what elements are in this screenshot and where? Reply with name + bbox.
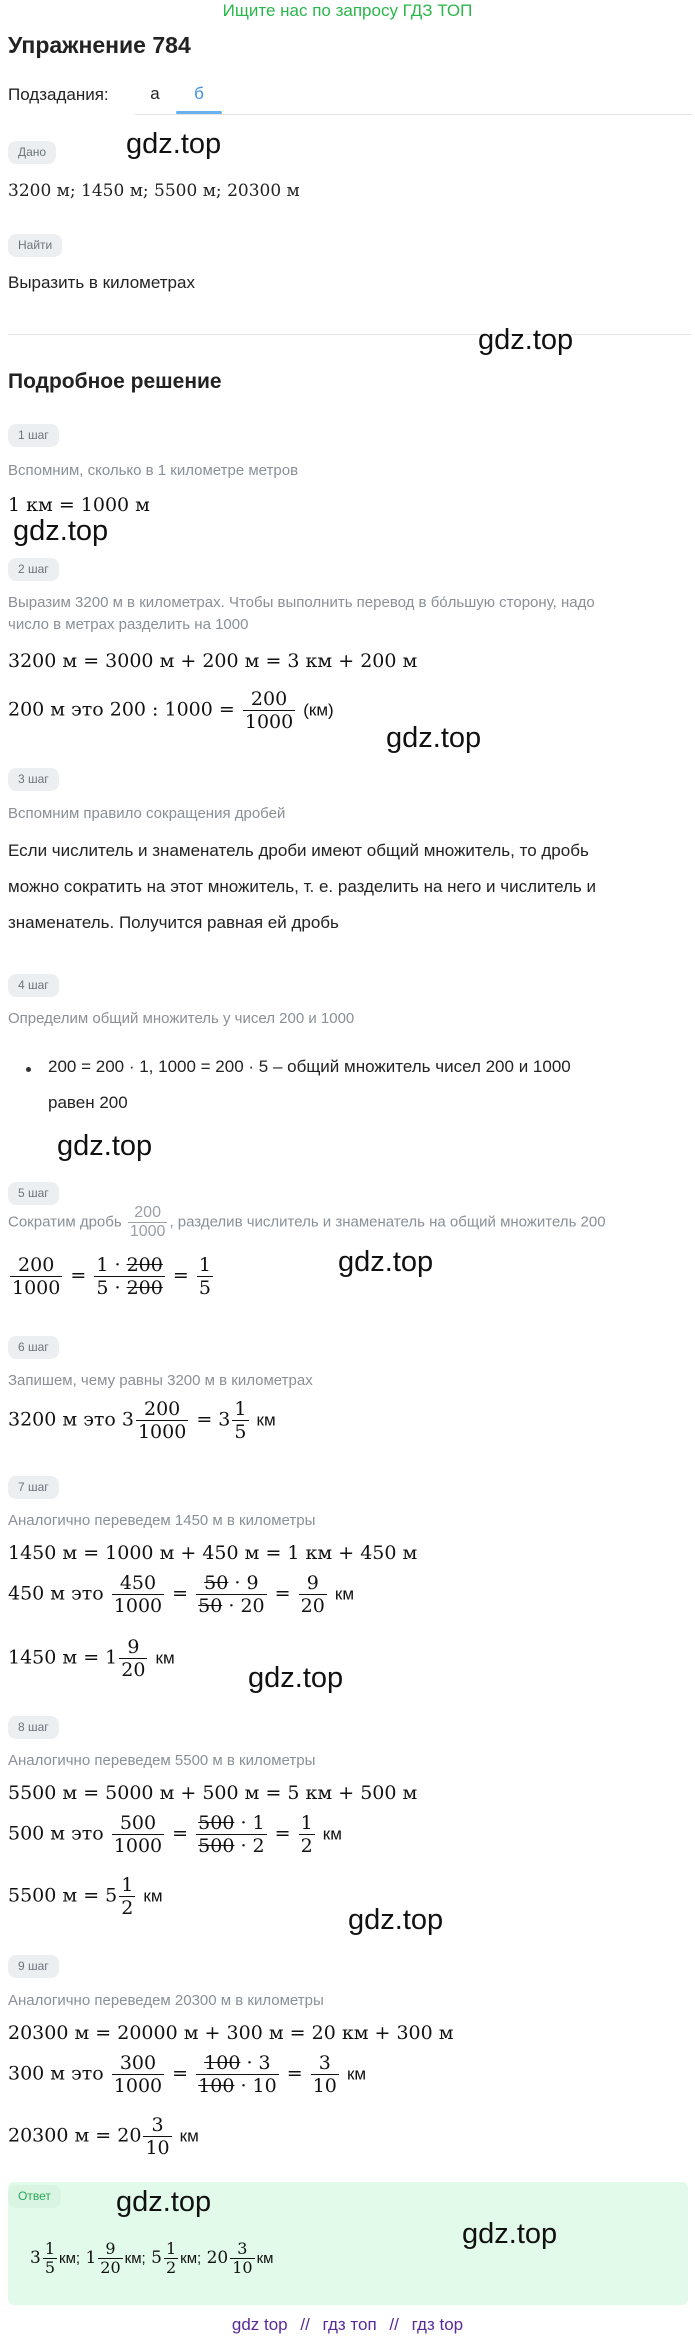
step-3-desc: Вспомним правило сокращения дробей [8,805,286,822]
fraction [196,1812,266,1857]
num-part: · 1 [234,1812,265,1834]
eq-unit: км [322,1824,342,1844]
eq-text: 3200 м это 3 [8,1408,134,1431]
step-1-pill: 1 шаг [8,424,59,447]
step-2-eq2 [8,688,334,733]
fraction-numerator: 500 [112,1812,164,1835]
answer-int: 5 [151,2248,162,2268]
fraction-denominator: 5 [198,1277,211,1299]
fraction [10,1254,62,1299]
eq-text: 1450 м = 1 [8,1646,118,1669]
fraction-denominator [196,1835,266,1857]
answer-int: 3 [30,2248,41,2268]
fraction-numerator: 9 [299,1572,327,1595]
step-8-pill: 8 шаг [8,1716,59,1739]
fraction [232,1398,248,1443]
den-part: · 10 [234,2075,277,2097]
step-7-eq1: 1450 м = 1000 м + 450 м = 1 км + 450 м [8,1542,418,1564]
fraction [43,2240,57,2277]
fraction [94,1254,164,1299]
step-8-desc: Аналогично переведем 5500 м в километры [8,1752,316,1769]
step-7-desc: Аналогично переведем 1450 м в километры [8,1512,316,1529]
den-part: · 20 [222,1595,265,1617]
step-8-result [8,1874,163,1919]
step-5-eq: $\frac{200}{1000}$ = $\frac{1 \cdot 200}{5 \cdot 200}$ = $\frac{1}{5}$ [12,1254,211,1299]
fraction [196,1572,266,1617]
watermark: gdz.top [338,1246,434,1278]
given-pill: Дано [8,141,56,164]
step-3-p1: Если числитель и знаменатель дроби имеют общий множитель, то дробь [8,841,589,860]
step-9-desc: Аналогично переведем 20300 м в километры [8,1992,324,2009]
num-struck: 200 [126,1254,163,1276]
fraction [112,2052,164,2097]
fraction [128,1204,168,1241]
step-3-p3: знаменатель. Получится равная ей дробь [8,913,339,932]
bullet [26,1067,31,1072]
answer-unit: км; [59,2250,81,2267]
watermark: gdz.top [462,2218,558,2250]
fraction-numerator: 1 [165,2239,177,2258]
step-7-eq2: 450 м это $\frac{450}{1000}$ = $\frac{50 \cdot 9}{50 \cdot 20}$ = $\frac{9}{20}$ км [8,1572,354,1617]
fraction [143,2114,171,2159]
watermark: gdz.top [116,2186,212,2218]
fraction-numerator: 3 [230,2240,254,2259]
fraction-denominator: 1000 [244,711,294,733]
fraction-numerator: 200 [243,688,295,711]
step-7-pill: 7 шаг [8,1476,59,1499]
fraction [112,1812,164,1857]
den-struck: 200 [126,1277,163,1299]
fraction-denominator: 5 [234,1421,247,1443]
fraction [164,2240,178,2277]
watermark: gdz.top [348,1904,444,1936]
footer-separator: // [389,2315,399,2334]
fraction-denominator: 10 [145,2137,170,2159]
fraction-numerator [196,2052,279,2075]
footer-link-gdz-top[interactable]: gdz top [231,2315,288,2334]
fraction-numerator [196,1812,266,1835]
fraction-denominator [196,1595,266,1617]
fraction [197,1254,213,1299]
fraction [230,2240,254,2277]
fraction-numerator [94,1254,164,1277]
step-9-pill: 9 шаг [8,1955,59,1978]
eq-unit: (км) [303,700,334,720]
fraction-numerator: 1 [121,1874,134,1896]
eq-unit: км [179,2126,199,2146]
fraction [136,1398,188,1443]
answer-int: 20 [206,2248,229,2268]
fraction [112,1572,164,1617]
fraction-denominator: 20 [100,2258,121,2277]
eq-unit: км [334,1584,354,1604]
fraction-denominator: 1000 [129,1223,166,1240]
fraction-numerator: 9 [98,2240,122,2259]
watermark: gdz.top [13,515,109,547]
fraction [299,1572,327,1617]
fraction-numerator: 1 [234,1398,247,1420]
fraction-denominator: 1000 [137,1421,187,1443]
fraction-denominator: 10 [312,2075,337,2097]
eq-text: 5500 м = 5 [8,1884,118,1907]
watermark: gdz.top [386,722,482,754]
tab-b[interactable]: б [194,84,204,103]
step-5-pill: 5 шаг [8,1182,59,1205]
eq-text: 20300 м = 20 [8,2124,142,2147]
eq-text: 300 м это [8,2062,104,2085]
den-part: · 2 [234,1835,265,1857]
given-text: 3200 м; 1450 м; 5500 м; 20300 м [8,181,300,201]
fraction [98,2240,122,2277]
fraction-denominator: 1000 [113,1595,163,1617]
fraction-numerator: 200 [10,1254,62,1277]
page-title: Упражнение 784 [8,32,191,58]
top-note: Ищите нас по запросу ГДЗ ТОП [222,1,473,20]
step-2-desc-line1: Выразим 3200 м в километрах. Чтобы выполнить перевод в бо́льшую сторону, надо [8,594,595,611]
fraction-denominator: 20 [300,1595,325,1617]
step-3-p2: можно сократить на этот множитель, т. е. разделить на него и числитель и [8,877,596,896]
tab-a[interactable]: а [150,84,160,103]
fraction-numerator: 1 [300,1812,313,1834]
fraction-numerator: 300 [112,2052,164,2075]
answer-unit: км; [180,2250,202,2267]
fraction-denominator: 2 [165,2258,177,2277]
den-struck: 500 [198,1835,235,1857]
step-9-result [8,2114,199,2159]
answer-pill: Ответ [8,2185,61,2208]
watermark: gdz.top [57,1130,153,1162]
fraction-denominator: 1000 [12,1277,61,1299]
watermark: gdz.top [478,324,574,356]
fraction-denominator: 10 [232,2258,253,2277]
step-1-desc: Вспомним, сколько в 1 километре метров [8,462,299,479]
eq-unit: км [256,1410,276,1430]
step-9-eq2: 300 м это $\frac{300}{1000}$ = $\frac{100 \cdot 3}{100 \cdot 10}$ = $\frac{3}{10}$ км [8,2052,367,2097]
fraction-denominator: 2 [300,1835,313,1857]
fraction-numerator: 3 [143,2114,171,2137]
subtasks-label: Подзадания: [8,85,109,104]
step-2-desc-line2: число в метрах разделить на 1000 [8,616,249,633]
fraction-denominator: 20 [121,1659,146,1681]
answer-value [30,2240,273,2277]
fraction-denominator: 5 [44,2258,56,2277]
watermark: gdz.top [248,1662,344,1694]
den-struck: 50 [198,1595,223,1617]
den-struck: 100 [198,2075,235,2097]
num-struck: 50 [204,1572,229,1594]
step-4-pill: 4 шаг [8,974,59,997]
find-pill: Найти [8,234,62,257]
divider [8,334,691,335]
eq-unit: км [143,1886,163,1906]
fraction-denominator [196,2075,279,2097]
step-4-bullet-line1: 200 = 200 · 1, 1000 = 200 · 5 – общий множитель чисел 200 и 1000 [48,1057,571,1076]
step-4-bullet-line2: равен 200 [48,1093,128,1112]
solution-title: Подробное решение [8,370,222,393]
eq-unit: км [346,2064,367,2084]
fraction-denominator [94,1277,164,1299]
step-8-eq2: 500 м это $\frac{500}{1000}$ = $\frac{500 \cdot 1}{500 \cdot 2}$ = $\frac{1}{2}$ км [8,1812,342,1857]
eq-text: 450 м это [8,1582,104,1605]
num-struck: 500 [198,1812,235,1834]
fraction [119,1636,147,1681]
step-5-desc [8,1204,606,1241]
fraction [311,2052,339,2097]
footer-links [0,2315,695,2335]
footer-link-gdz-top-ru[interactable]: гдз топ [322,2315,377,2334]
fraction [196,2052,279,2097]
step-6-desc: Запишем, чему равны 3200 м в километрах [8,1372,313,1389]
num-part: 1 · [96,1254,127,1276]
eq-text: = 3 [196,1408,231,1431]
eq-text: 500 м это [8,1822,104,1845]
fraction-numerator: 200 [136,1398,188,1421]
fraction-denominator: 1000 [113,1835,163,1857]
step-4-desc: Определим общий множитель у чисел 200 и 1000 [8,1010,355,1027]
footer-link-gdz-top-mixed[interactable]: гдз top [411,2315,464,2334]
desc-text: , разделив числитель и знаменатель на общий множитель 200 [169,1213,606,1231]
num-part: · 3 [240,2052,271,2074]
den-part: 5 · [96,1277,127,1299]
watermark: gdz.top [126,128,222,160]
num-struck: 100 [204,2052,241,2074]
find-text: Выразить в километрах [8,273,195,292]
fraction-numerator: 1 [44,2239,56,2258]
footer-separator: // [300,2315,310,2334]
step-7-result [8,1636,175,1681]
fraction-numerator: 3 [311,2052,339,2075]
fraction [299,1812,315,1857]
active-tab-indicator [176,111,222,114]
subtask-tabs [135,76,692,115]
step-8-eq1: 5500 м = 5000 м + 500 м = 5 км + 500 м [8,1782,418,1804]
step-2-eq1: 3200 м = 3000 м + 200 м = 3 км + 200 м [8,650,418,672]
step-6-pill: 6 шаг [8,1336,59,1359]
fraction [243,688,295,733]
answer-unit: км [256,2250,274,2267]
fraction-numerator: 450 [112,1572,164,1595]
fraction-denominator: 2 [121,1897,134,1919]
num-part: · 9 [228,1572,259,1594]
fraction-numerator [196,1572,266,1595]
fraction-numerator: 200 [128,1204,168,1223]
eq-text: 200 м это 200 : 1000 = [8,698,235,721]
fraction-numerator: 1 [198,1254,211,1276]
step-3-pill: 3 шаг [8,768,59,791]
fraction-denominator: 1000 [113,2075,163,2097]
answer-int: 1 [85,2248,97,2268]
fraction-numerator: 9 [119,1636,147,1659]
fraction [119,1874,135,1919]
step-6-eq [8,1398,276,1443]
step-9-eq1: 20300 м = 20000 м + 300 м = 20 км + 300 м [8,2022,454,2044]
step-1-eq: 1 км = 1000 м [8,494,150,516]
desc-text: Сократим дробь [8,1213,122,1231]
answer-unit: км; [124,2250,146,2267]
step-2-pill: 2 шаг [8,558,59,581]
eq-unit: км [155,1648,175,1668]
